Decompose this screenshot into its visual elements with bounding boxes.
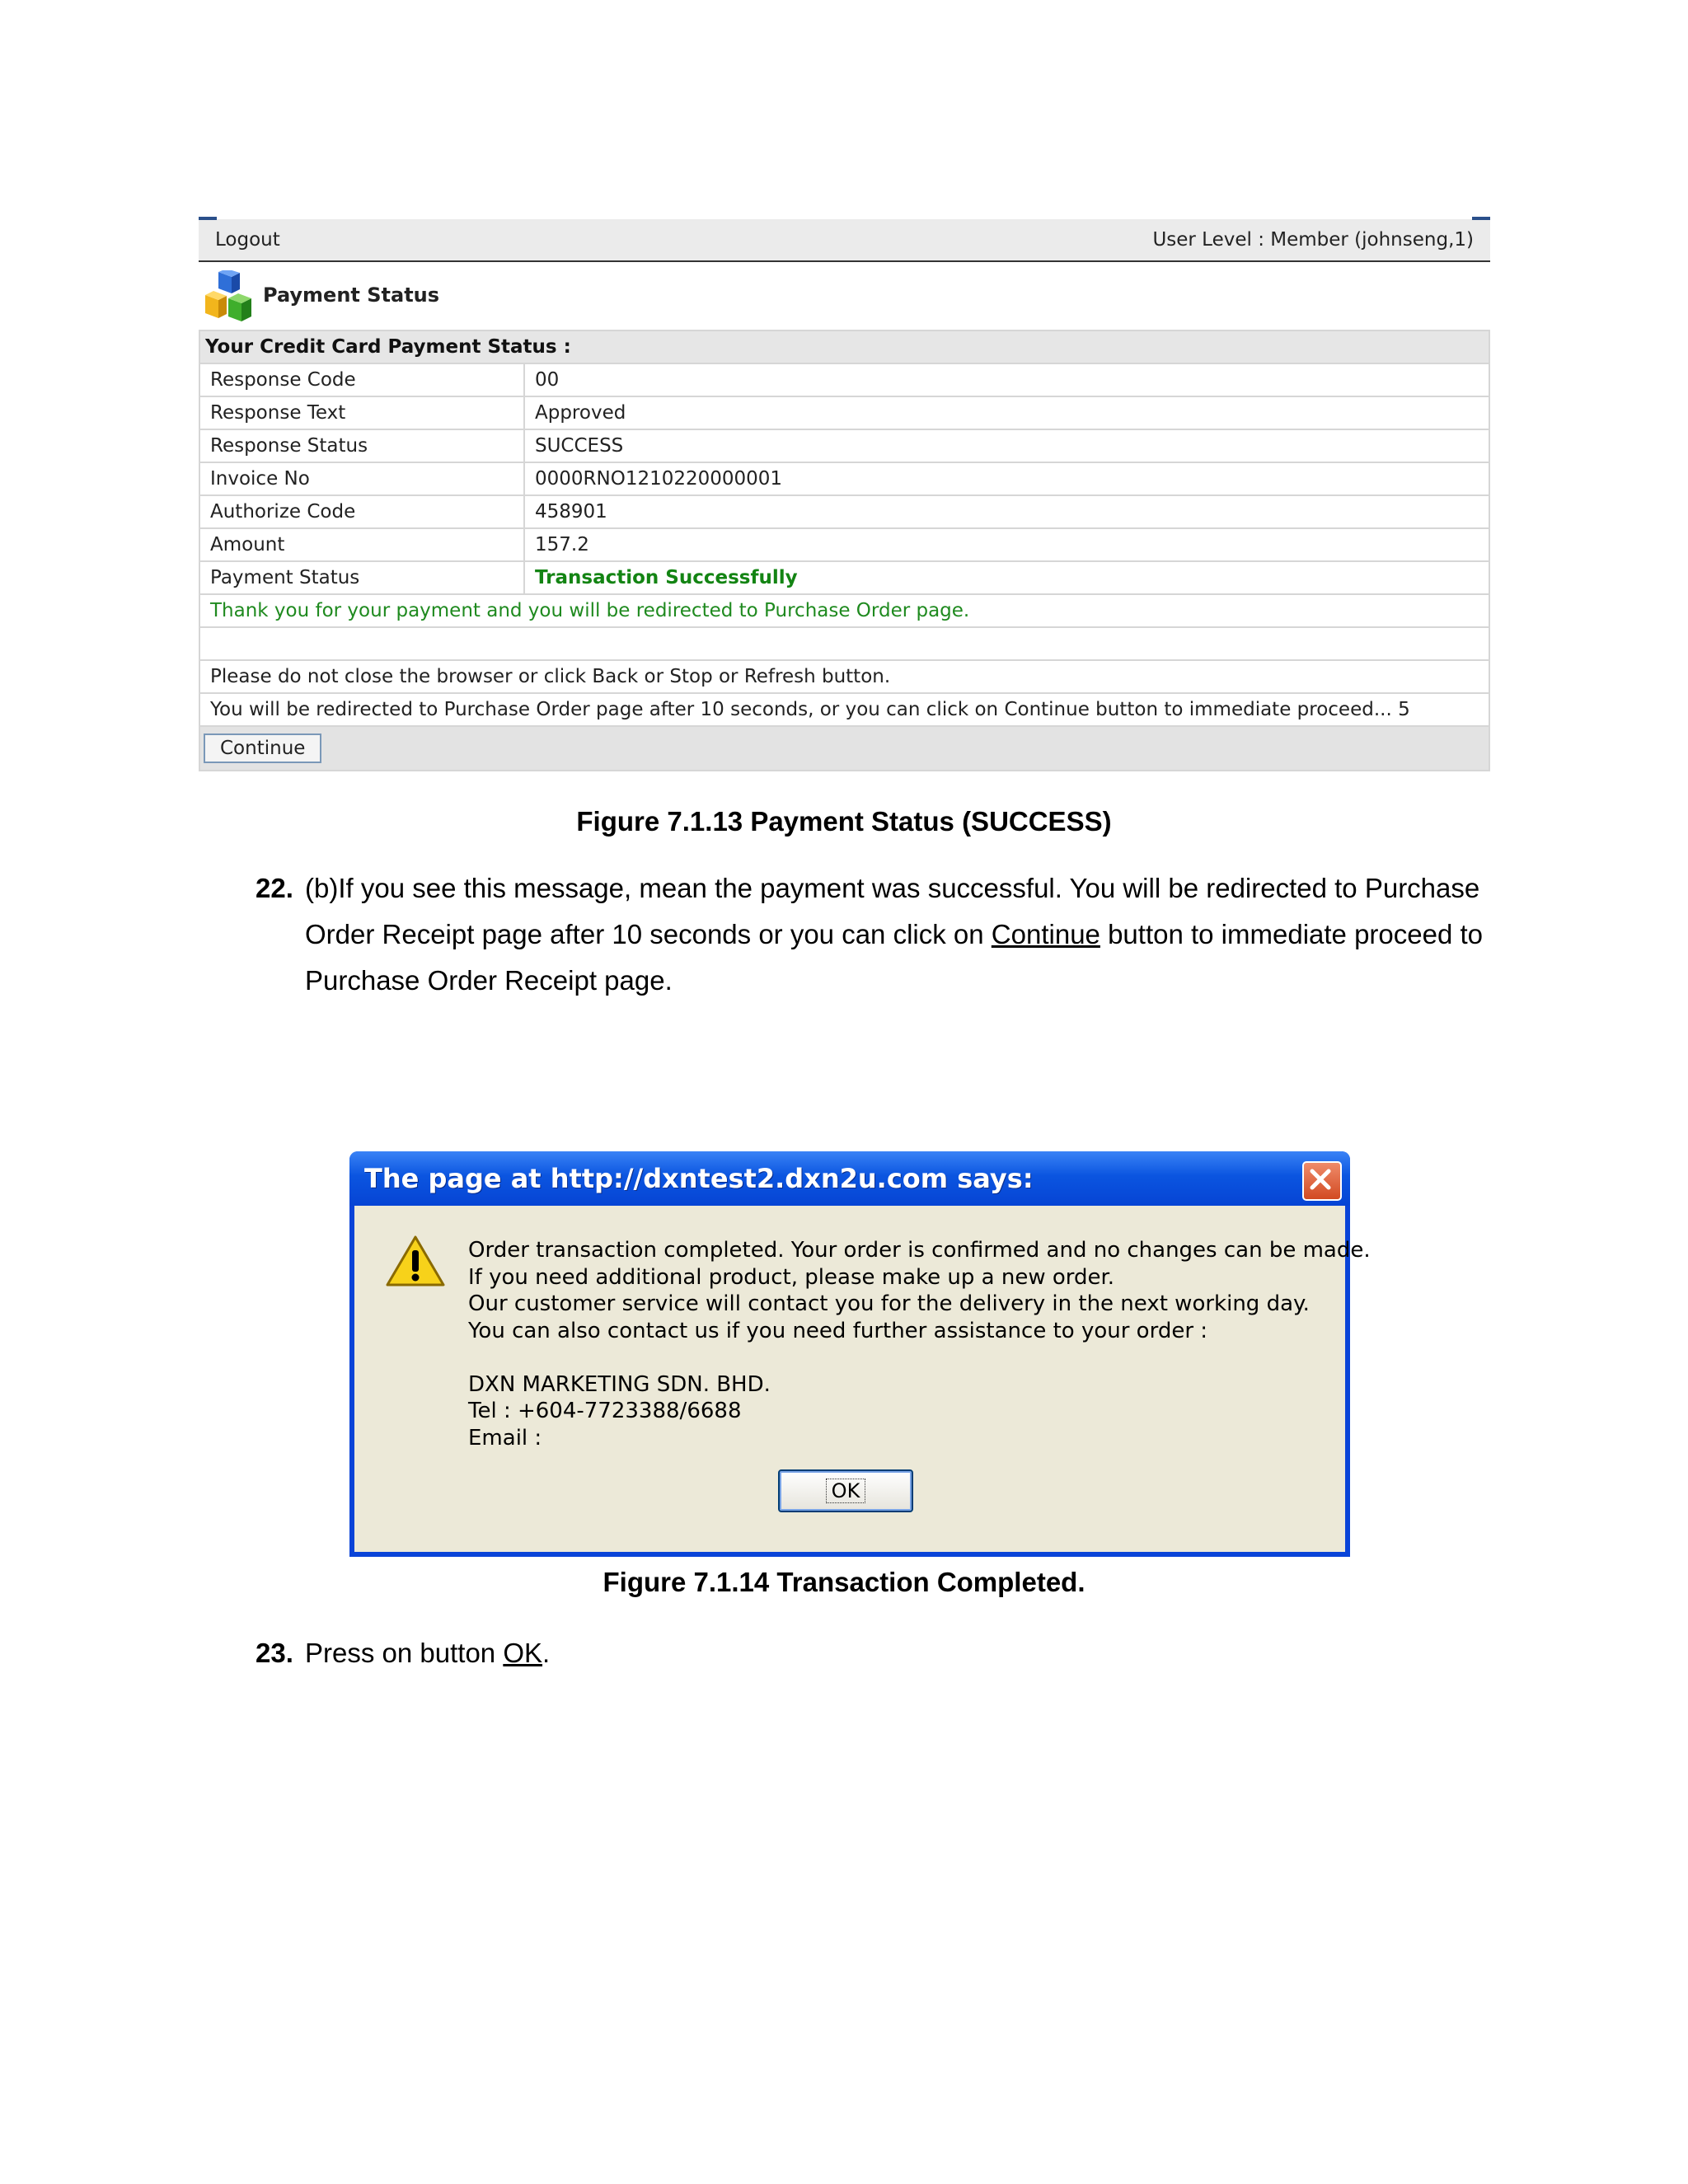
row-value: Approved: [524, 396, 1489, 429]
row-label: Amount: [199, 528, 524, 561]
row-value: 458901: [524, 495, 1489, 528]
dialog-body: [354, 1206, 1371, 1552]
step-text-part: (b)If you see this message, mean the payment was successful. You will be redirected to Purchase Order Receipt page after 10 seconds or you can click on: [305, 873, 1480, 949]
row-label: Invoice No: [199, 462, 524, 495]
table-row: [199, 462, 1489, 495]
payment-status-screenshot: [199, 217, 1490, 771]
row-label: Payment Status: [199, 561, 524, 594]
close-button[interactable]: [1302, 1161, 1342, 1201]
table-title: Your Credit Card Payment Status :: [199, 330, 1489, 363]
table-row: [199, 561, 1489, 594]
alert-dialog: [349, 1151, 1371, 1557]
empty-row: [199, 627, 1489, 660]
table-row: [199, 363, 1489, 396]
row-value: 00: [524, 363, 1489, 396]
dialog-message: Order transaction completed. Your order is confirmed and no changes can be made. If you need additional product, please make up a new order. Our customer service will contact you for the delivery in the next working day. You can also contact us if you need further assistance to your order : DXN MARKETING SDN. BHD. Tel : +604-7723388/6688 Email :: [468, 1238, 1371, 1451]
step-text: [305, 865, 1508, 1004]
section-title: Payment Status: [263, 284, 440, 307]
table-row: [199, 495, 1489, 528]
continue-link: Continue: [991, 919, 1100, 949]
corner-mark: [1472, 217, 1490, 220]
ok-link: OK: [503, 1638, 543, 1668]
step-23: [256, 1630, 1508, 1676]
payment-status-value: Transaction Successfully: [524, 561, 1489, 594]
table-row: [199, 429, 1489, 462]
row-value: 157.2: [524, 528, 1489, 561]
do-not-close-notice: Please do not close the browser or click Back or Stop or Refresh button.: [199, 660, 1489, 693]
warning-icon: [386, 1234, 445, 1288]
payment-status-table: [199, 330, 1490, 771]
step-text-part: button to immediate proceed to Purchase Order Receipt page.: [305, 919, 1484, 996]
table-row: [199, 396, 1489, 429]
cubes-icon: [204, 270, 255, 323]
top-bar: [199, 217, 1490, 262]
ok-button-label: OK: [827, 1479, 865, 1502]
step-text: [305, 1630, 1508, 1676]
step-number: 23.: [256, 1638, 293, 1668]
step-text-part: .: [542, 1638, 551, 1668]
corner-mark: [199, 217, 217, 220]
dialog-title-bar: [349, 1151, 1350, 1206]
thank-you-message: Thank you for your payment and you will be redirected to Purchase Order page.: [199, 594, 1489, 627]
step-text-part: Press on button: [305, 1638, 504, 1668]
row-label: Authorize Code: [199, 495, 524, 528]
logout-link[interactable]: Logout: [215, 229, 280, 251]
footer-row: [199, 726, 1489, 771]
ok-button[interactable]: [778, 1469, 913, 1512]
row-label: Response Text: [199, 396, 524, 429]
payment-status-header: [199, 262, 1490, 330]
redirect-notice: You will be redirected to Purchase Order page after 10 seconds, or you can click on Continue button to immediate proceed... 5: [199, 693, 1489, 726]
figure-caption-1: Figure 7.1.13 Payment Status (SUCCESS): [576, 806, 1112, 837]
close-icon: [1304, 1163, 1337, 1196]
continue-button[interactable]: Continue: [204, 733, 321, 763]
row-value: 0000RNO1210220000001: [524, 462, 1489, 495]
user-level-text: User Level : Member (johnseng,1): [1152, 229, 1474, 251]
table-row: [199, 528, 1489, 561]
step-22: [256, 865, 1508, 1004]
row-label: Response Code: [199, 363, 524, 396]
row-value: SUCCESS: [524, 429, 1489, 462]
dialog-title: The page at http://dxntest2.dxn2u.com says:: [364, 1163, 1034, 1194]
step-number: 22.: [256, 873, 293, 903]
figure-caption-2: Figure 7.1.14 Transaction Completed.: [603, 1567, 1085, 1597]
row-label: Response Status: [199, 429, 524, 462]
